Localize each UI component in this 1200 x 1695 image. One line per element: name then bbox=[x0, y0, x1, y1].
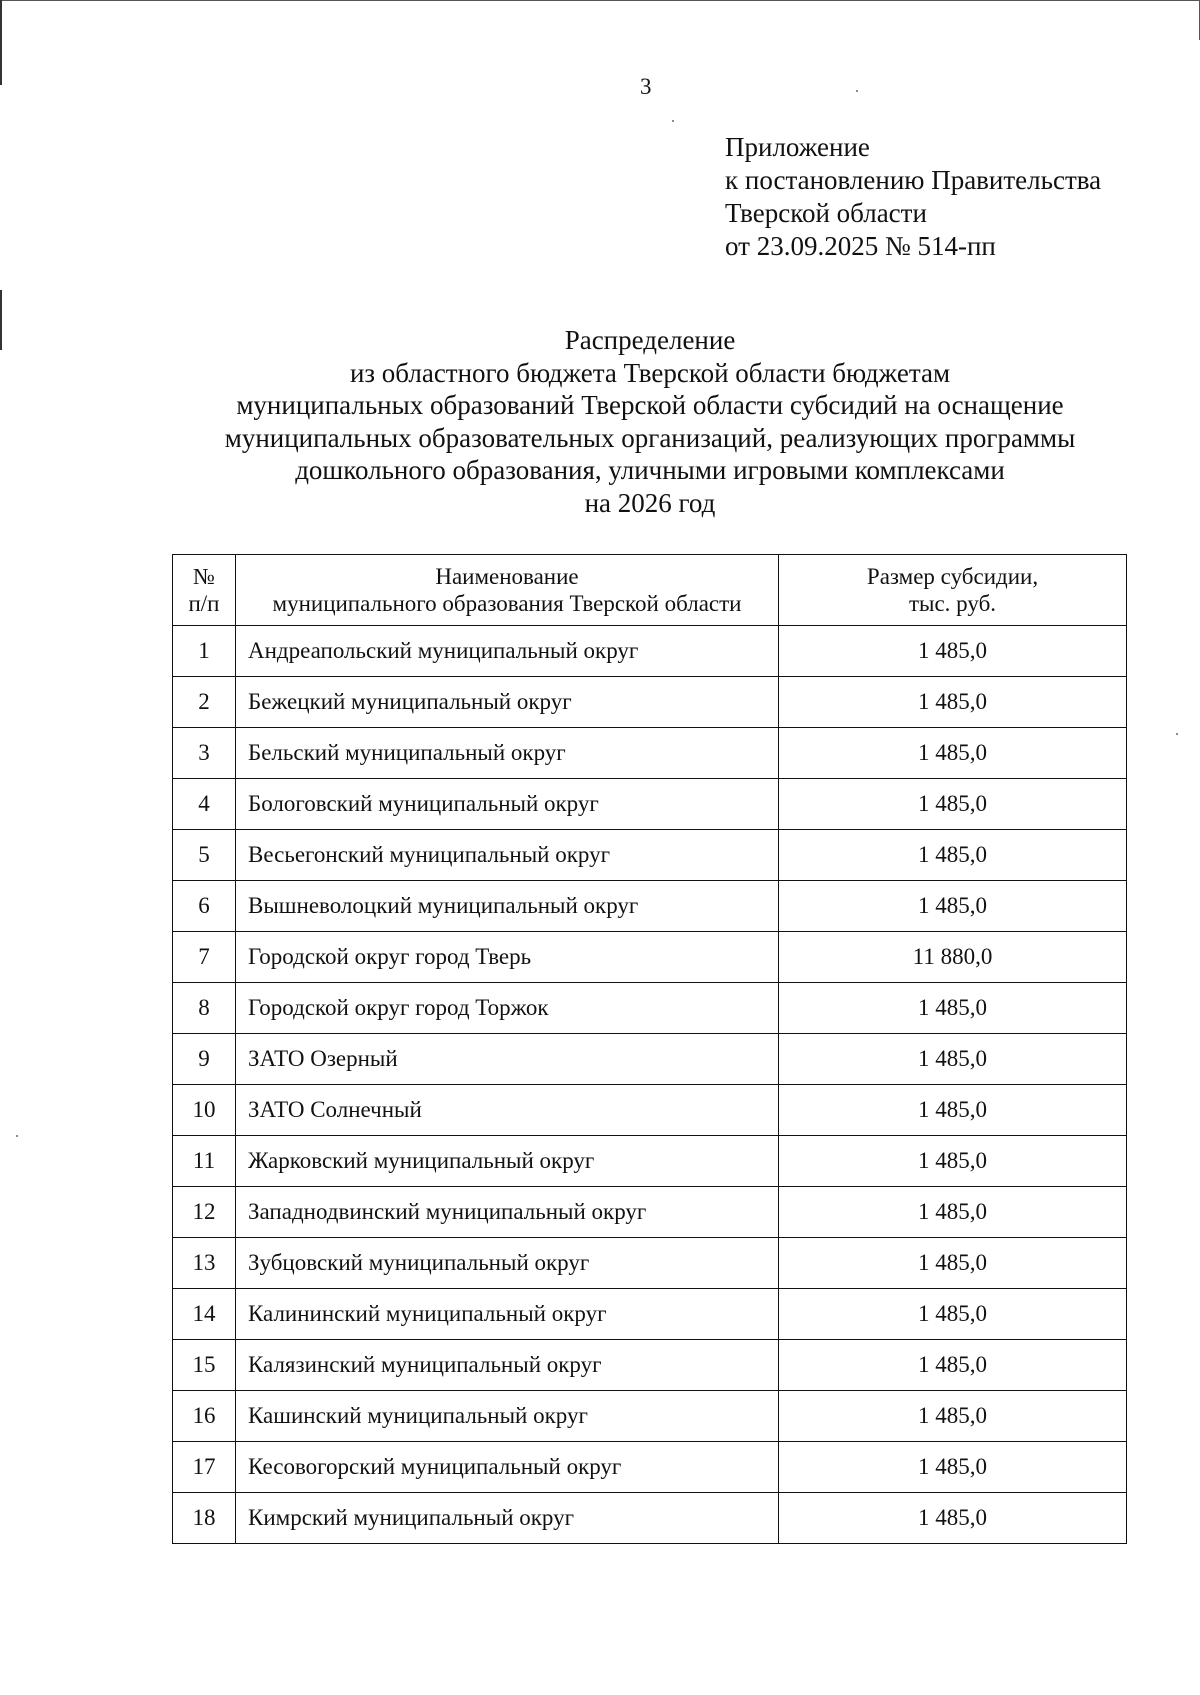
row-amount: 1 485,0 bbox=[779, 830, 1127, 881]
row-municipality: Бельский муниципальный округ bbox=[236, 728, 779, 779]
row-amount: 1 485,0 bbox=[779, 1238, 1127, 1289]
row-amount: 1 485,0 bbox=[779, 1136, 1127, 1187]
header-name-line: Наименование bbox=[435, 564, 579, 589]
row-amount: 1 485,0 bbox=[779, 1034, 1127, 1085]
scan-edge-mark bbox=[0, 290, 2, 350]
header-amount bbox=[779, 555, 1127, 626]
row-amount: 1 485,0 bbox=[779, 1340, 1127, 1391]
row-amount: 1 485,0 bbox=[779, 1289, 1127, 1340]
row-amount: 1 485,0 bbox=[779, 626, 1127, 677]
row-number: 10 bbox=[173, 1085, 236, 1136]
table-row bbox=[173, 1340, 1127, 1391]
table-row bbox=[173, 1391, 1127, 1442]
header-number-line: № bbox=[193, 564, 215, 589]
table-row bbox=[173, 626, 1127, 677]
row-number: 12 bbox=[173, 1187, 236, 1238]
scan-edge-mark bbox=[0, 0, 2, 85]
title-line: Распределение bbox=[564, 325, 736, 355]
table-row bbox=[173, 1034, 1127, 1085]
row-number: 13 bbox=[173, 1238, 236, 1289]
appendix-line: Тверской области bbox=[725, 198, 927, 228]
table-row bbox=[173, 932, 1127, 983]
appendix-line: к постановлению Правительства bbox=[725, 165, 1102, 195]
title-line: на 2026 год bbox=[584, 487, 716, 518]
row-number: 5 bbox=[173, 830, 236, 881]
row-number: 18 bbox=[173, 1493, 236, 1544]
row-amount: 1 485,0 bbox=[779, 1442, 1127, 1493]
table-row bbox=[173, 728, 1127, 779]
row-amount: 1 485,0 bbox=[779, 728, 1127, 779]
row-municipality: Городской округ город Торжок bbox=[236, 983, 779, 1034]
title-line: муниципальных образовательных организаций, реализующих программы bbox=[224, 422, 1076, 453]
row-number: 2 bbox=[173, 677, 236, 728]
row-municipality: Зубцовский муниципальный округ bbox=[236, 1238, 779, 1289]
row-number: 9 bbox=[173, 1034, 236, 1085]
row-number: 11 bbox=[173, 1136, 236, 1187]
row-municipality: Калязинский муниципальный округ bbox=[236, 1340, 779, 1391]
row-municipality: Вышневолоцкий муниципальный округ bbox=[236, 881, 779, 932]
document-title bbox=[150, 324, 1150, 519]
table-row bbox=[173, 1238, 1127, 1289]
appendix-line: от 23.09.2025 № 514-пп bbox=[725, 231, 996, 261]
table-row bbox=[173, 1493, 1127, 1544]
appendix-block bbox=[725, 131, 1101, 263]
row-municipality: Кимрский муниципальный округ bbox=[236, 1493, 779, 1544]
table-row bbox=[173, 677, 1127, 728]
row-municipality: Калининский муниципальный округ bbox=[236, 1289, 779, 1340]
row-number: 14 bbox=[173, 1289, 236, 1340]
row-number: 6 bbox=[173, 881, 236, 932]
row-municipality: Городской округ город Тверь bbox=[236, 932, 779, 983]
scan-speck bbox=[672, 120, 674, 122]
table-row bbox=[173, 983, 1127, 1034]
row-amount: 1 485,0 bbox=[779, 1085, 1127, 1136]
row-amount: 1 485,0 bbox=[779, 1187, 1127, 1238]
table-row bbox=[173, 779, 1127, 830]
row-number: 15 bbox=[173, 1340, 236, 1391]
row-municipality: Кесовогорский муниципальный округ bbox=[236, 1442, 779, 1493]
row-municipality: ЗАТО Озерный bbox=[236, 1034, 779, 1085]
table-row bbox=[173, 1289, 1127, 1340]
row-amount: 11 880,0 bbox=[779, 932, 1127, 983]
table-row bbox=[173, 1136, 1127, 1187]
row-municipality: Западнодвинский муниципальный округ bbox=[236, 1187, 779, 1238]
row-municipality: Бологовский муниципальный округ bbox=[236, 779, 779, 830]
appendix-line: Приложение bbox=[725, 132, 870, 162]
row-amount: 1 485,0 bbox=[779, 1493, 1127, 1544]
header-name bbox=[236, 555, 779, 626]
table-row bbox=[173, 1085, 1127, 1136]
row-municipality: Весьегонский муниципальный округ bbox=[236, 830, 779, 881]
header-number bbox=[173, 555, 236, 626]
subsidy-table bbox=[172, 554, 1127, 1544]
title-line: из областного бюджета Тверской области бюджетам bbox=[349, 357, 951, 388]
table-row bbox=[173, 1187, 1127, 1238]
row-number: 7 bbox=[173, 932, 236, 983]
row-number: 16 bbox=[173, 1391, 236, 1442]
row-number: 17 bbox=[173, 1442, 236, 1493]
row-municipality: Андреапольский муниципальный округ bbox=[236, 626, 779, 677]
scan-edge-top bbox=[0, 0, 1200, 1]
header-number-line: п/п bbox=[188, 591, 220, 616]
table-row bbox=[173, 830, 1127, 881]
row-municipality: Кашинский муниципальный округ bbox=[236, 1391, 779, 1442]
row-municipality: Жарковский муниципальный округ bbox=[236, 1136, 779, 1187]
row-amount: 1 485,0 bbox=[779, 677, 1127, 728]
table-row bbox=[173, 881, 1127, 932]
header-name-line: муниципального образования Тверской области bbox=[272, 591, 742, 616]
title-line: муниципальных образований Тверской области субсидий на оснащение bbox=[236, 390, 1064, 420]
row-number: 3 bbox=[173, 728, 236, 779]
row-amount: 1 485,0 bbox=[779, 983, 1127, 1034]
scan-speck bbox=[16, 1135, 18, 1137]
row-number: 1 bbox=[173, 626, 236, 677]
scan-speck bbox=[856, 90, 858, 92]
page-number: 3 bbox=[640, 74, 652, 99]
table-body bbox=[173, 626, 1127, 1544]
row-municipality: ЗАТО Солнечный bbox=[236, 1085, 779, 1136]
header-amount-line: тыс. руб. bbox=[908, 591, 997, 616]
row-amount: 1 485,0 bbox=[779, 1391, 1127, 1442]
scan-speck bbox=[1176, 733, 1178, 735]
row-amount: 1 485,0 bbox=[779, 881, 1127, 932]
header-amount-line: Размер субсидии, bbox=[866, 564, 1039, 589]
row-number: 4 bbox=[173, 779, 236, 830]
row-amount: 1 485,0 bbox=[779, 779, 1127, 830]
table-header-row bbox=[173, 555, 1127, 626]
row-number: 8 bbox=[173, 983, 236, 1034]
table-row bbox=[173, 1442, 1127, 1493]
title-line: дошкольного образования, уличными игровыми комплексами bbox=[295, 455, 1005, 485]
row-municipality: Бежецкий муниципальный округ bbox=[236, 677, 779, 728]
